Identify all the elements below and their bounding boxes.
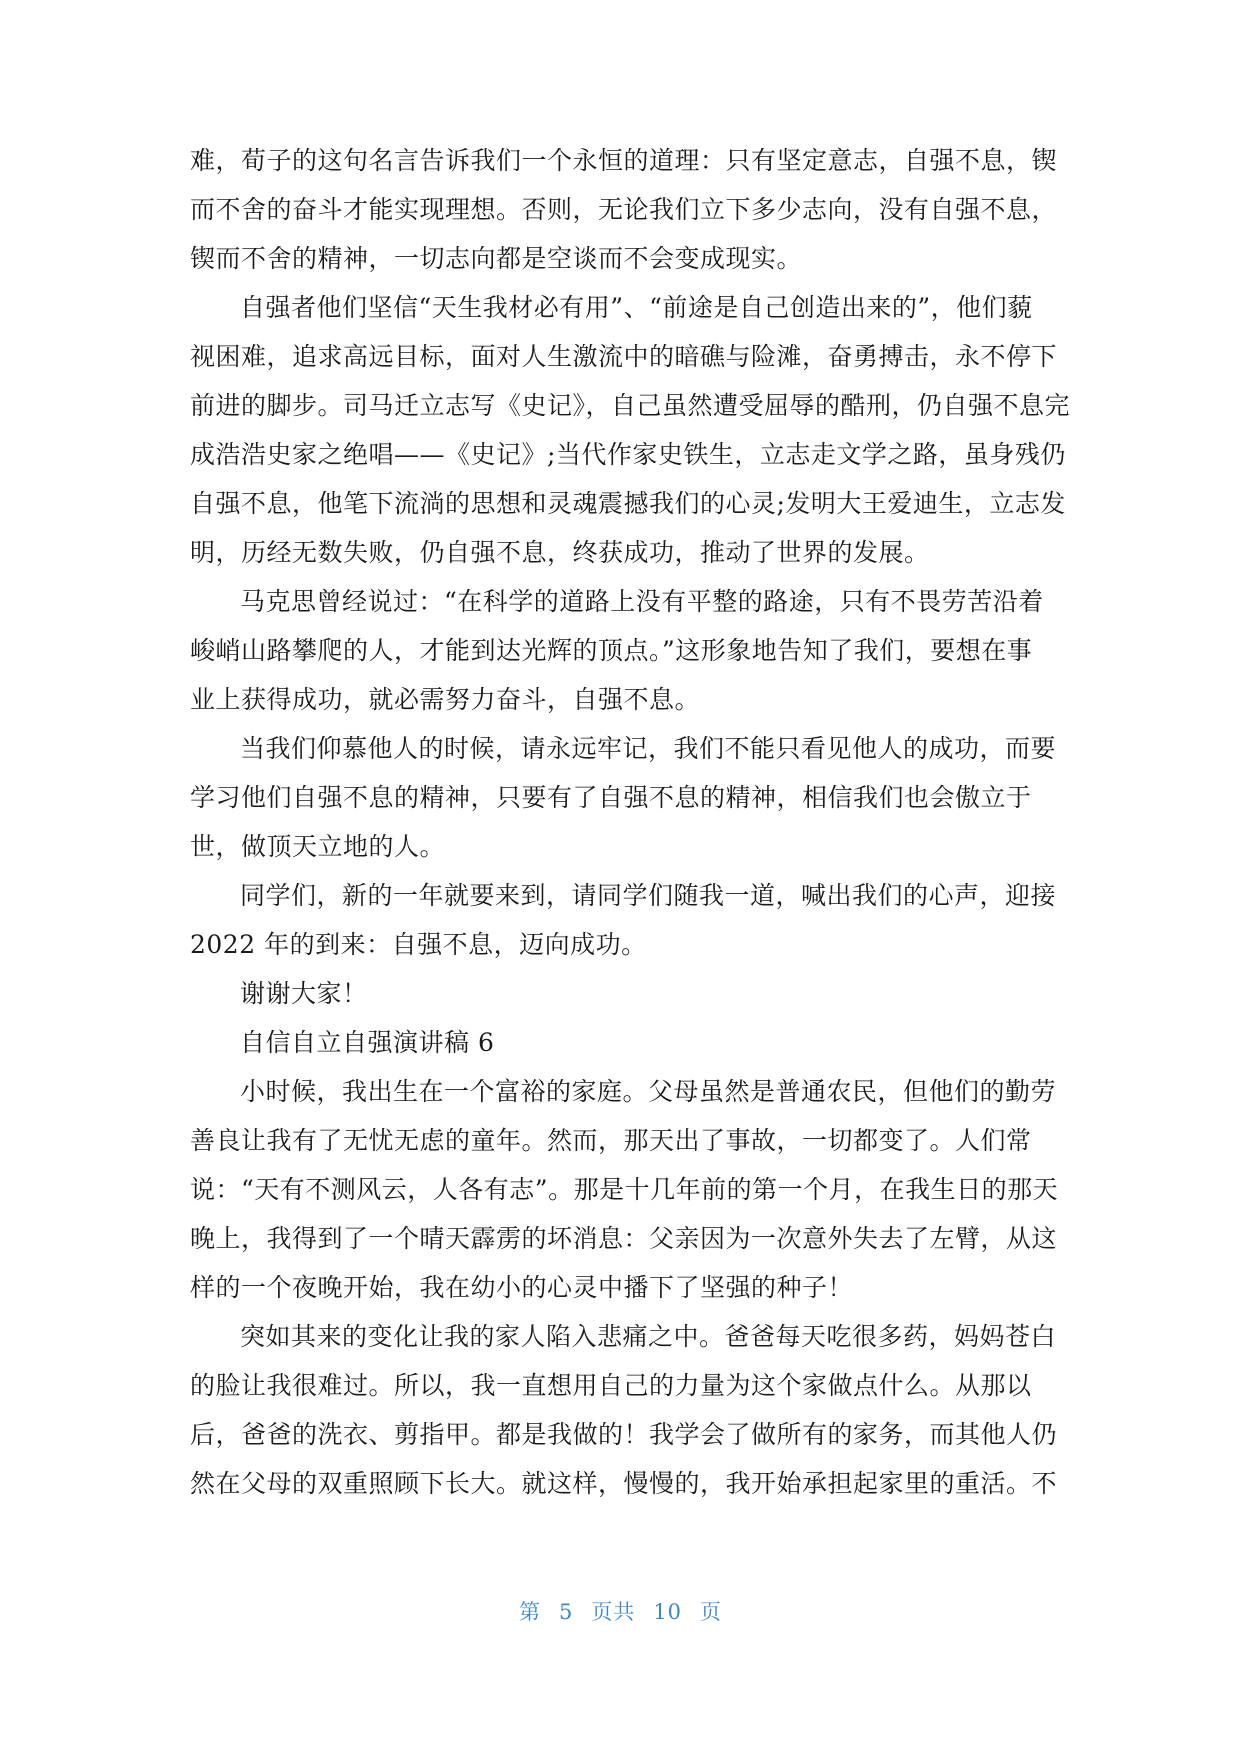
footer-page-label: 页 bbox=[591, 1600, 614, 1624]
text-line: 学习他们自强不息的精神，只要有了自强不息的精神，相信我们也会傲立于 bbox=[190, 783, 1032, 812]
text-line: 视困难，追求高远目标，面对人生激流中的暗礁与险滩，奋勇搏击，永不停下 bbox=[190, 342, 1058, 371]
text-line: 而不舍的奋斗才能实现理想。否则，无论我们立下多少志向，没有自强不息， bbox=[190, 195, 1058, 224]
text-line: 成浩浩史家之绝唱——《史记》;当代作家史铁生，立志走文学之路，虽身残仍 bbox=[190, 440, 1066, 469]
text-line: 明，历经无数失败，仍自强不息，终获成功，推动了世界的发展。 bbox=[190, 538, 930, 567]
section-heading: 自信自立自强演讲稿 6 bbox=[240, 1028, 495, 1057]
current-page-number: 5 bbox=[558, 1600, 574, 1624]
text-line: 谢谢大家！ bbox=[240, 979, 368, 1008]
text-line: 难，荀子的这句名言告诉我们一个永恒的道理：只有坚定意志，自强不息，锲 bbox=[190, 146, 1058, 175]
text-line: 晚上，我得到了一个晴天霹雳的坏消息：父亲因为一次意外失去了左臂，从这 bbox=[190, 1224, 1058, 1253]
text-line: 小时候，我出生在一个富裕的家庭。父母虽然是普通农民，但他们的勤劳 bbox=[240, 1077, 1057, 1106]
text-line: 当我们仰慕他人的时候，请永远牢记，我们不能只看见他人的成功，而要 bbox=[240, 734, 1057, 763]
footer-suffix: 页 bbox=[700, 1600, 723, 1624]
text-line: 世，做顶天立地的人。 bbox=[190, 832, 446, 861]
text-line: 同学们，新的一年就要来到，请同学们随我一道，喊出我们的心声，迎接 bbox=[240, 881, 1057, 910]
footer-total-label: 共 bbox=[613, 1600, 636, 1624]
text-line: 2022 年的到来：自强不息，迈向成功。 bbox=[190, 930, 647, 959]
text-line: 突如其来的变化让我的家人陷入悲痛之中。爸爸每天吃很多药，妈妈苍白 bbox=[240, 1322, 1057, 1351]
text-line: 自强不息，他笔下流淌的思想和灵魂震撼我们的心灵;发明大王爱迪生，立志发 bbox=[190, 489, 1066, 518]
text-line: 自强者他们坚信“天生我材必有用”、“前途是自己创造出来的”，他们藐 bbox=[240, 293, 1033, 322]
total-pages-number: 10 bbox=[653, 1600, 683, 1624]
footer-prefix: 第 bbox=[518, 1600, 541, 1624]
text-line: 锲而不舍的精神，一切志向都是空谈而不会变成现实。 bbox=[190, 244, 803, 273]
text-line: 峻峭山路攀爬的人，才能到达光辉的顶点。”这形象地告知了我们，要想在事 bbox=[190, 636, 1033, 665]
text-line: 的脸让我很难过。所以，我一直想用自己的力量为这个家做点什么。从那以 bbox=[190, 1371, 1032, 1400]
text-line: 前进的脚步。司马迁立志写《史记》，自己虽然遭受屈辱的酷刑，仍自强不息完 bbox=[190, 391, 1071, 420]
text-line: 说：“天有不测风云，人各有志”。那是十几年前的第一个月，在我生日的那天 bbox=[190, 1175, 1059, 1204]
text-line: 样的一个夜晚开始，我在幼小的心灵中播下了坚强的种子！ bbox=[190, 1273, 854, 1302]
text-line: 马克思曾经说过：“在科学的道路上没有平整的路途，只有不畏劳苦沿着 bbox=[240, 587, 1044, 616]
text-line: 后，爸爸的洗衣、剪指甲。都是我做的！我学会了做所有的家务，而其他人仍 bbox=[190, 1420, 1058, 1449]
text-line: 业上获得成功，就必需努力奋斗，自强不息。 bbox=[190, 685, 701, 714]
page-footer bbox=[0, 1596, 1241, 1626]
text-line: 善良让我有了无忧无虑的童年。然而，那天出了事故，一切都变了。人们常 bbox=[190, 1126, 1032, 1155]
text-line: 然在父母的双重照顾下长大。就这样，慢慢的，我开始承担起家里的重活。不 bbox=[190, 1469, 1058, 1498]
